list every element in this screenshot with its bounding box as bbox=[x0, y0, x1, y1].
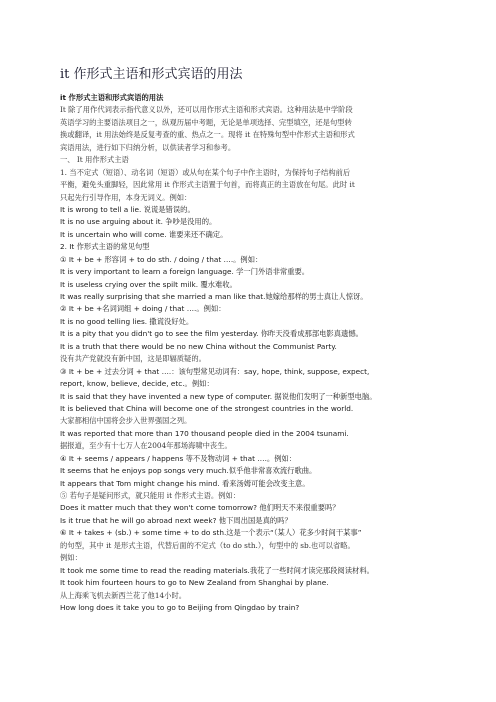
text-line: 2. It 作形式主语的常见句型 bbox=[60, 242, 150, 252]
text-line: report, know, believe, decide, etc.。例如： bbox=[60, 379, 214, 389]
section-heading: it 作形式主语和形式宾语的用法 bbox=[60, 93, 164, 102]
document-title: it 作形式主语和形式宾语的用法 bbox=[60, 67, 243, 82]
text-line: ③ It + be + 过去分词 + that ….：该句型常见动词有：say, hope, think, suppose, expect, bbox=[60, 366, 370, 376]
text-line: 宾语用法，进行如下归纳分析，以供读者学习和参考。 bbox=[60, 142, 236, 152]
text-line: It is said that they have invented a new type of computer. 据说他们发明了一种新型电脑。 bbox=[60, 391, 377, 401]
text-line: It took him fourteen hours to go to New Zealand from Shanghai by plane. bbox=[60, 578, 329, 588]
text-line: 的句型，其中 it 是形式主语，代替后面的不定式（to do sth.），句型中的 sb.也可以省略。 bbox=[60, 540, 355, 550]
text-line: It is no good telling lies. 撒谎没好处。 bbox=[60, 316, 194, 326]
text-line: It seems that he enjoys pop songs very much.似乎他非常喜欢流行歌曲。 bbox=[60, 466, 317, 476]
text-line: It was reported that more than 170 thousand people died in the 2004 tsunami. bbox=[60, 428, 349, 438]
text-line: 据报道，至少有十七万人在2004年那场海啸中丧生。 bbox=[60, 441, 232, 451]
text-line: 只起先行引导作用，本身无词义。例如： bbox=[60, 192, 192, 202]
text-line: 换或翻译，it 用法始终是反复考查的重、热点之一。现将 it 在特殊句型中作形式主语和形式 bbox=[60, 130, 355, 140]
text-line: It is uncertain who will come. 谁要来还不确定。 bbox=[60, 229, 228, 239]
text-line: ② It + be +名词词组 + doing / that ….。例如： bbox=[60, 304, 226, 314]
text-line: 1. 当不定式（短语）、动名词（短语）或从句在某个句子中作主语时，为保持句子结构前后 bbox=[60, 167, 351, 177]
document-body bbox=[60, 92, 444, 614]
text-line: ⑥ It + takes + (sb.) + some time + to do sth.这是一个表示“（某人）花多少时间干某事” bbox=[60, 528, 362, 538]
text-line: It appears that Tom might change his mind. 看来汤姆可能会改变主意。 bbox=[60, 478, 310, 488]
text-line: ⑤ 若句子是疑问形式，就只能用 it 作形式主语。例如： bbox=[60, 491, 241, 500]
text-line: ④ It + seems / appears / happens 等不及物动词 + that ….。例如： bbox=[60, 453, 297, 463]
text-line: 例如： bbox=[60, 553, 82, 563]
text-line: 没有共产党就没有新中国，这是即辐质疑的。 bbox=[60, 354, 206, 364]
text-line: It 除了用作代词表示指代意义以外，还可以用作形式主语和形式宾语。这种用法是中学阶段 bbox=[60, 105, 353, 115]
text-line: ① It + be + 形容词 + to do sth. / doing / that ….。例如： bbox=[60, 254, 263, 264]
text-line: Does it matter much that they won't come tomorrow? 他们明天不来很重要吗？ bbox=[60, 503, 340, 513]
text-line: 一、 It 用作形式主语 bbox=[60, 155, 129, 165]
text-line: 英语学习的主要语法项目之一，纵观历届中考题，无论是单项选择、完型填空，还是句型转 bbox=[60, 117, 352, 127]
text-line: It is wrong to tell a lie. 说谎是错误的。 bbox=[60, 204, 195, 214]
text-line: It is useless crying over the spilt milk. 覆水难收。 bbox=[60, 279, 237, 289]
text-line: 大家都相信中国将会步入世界强国之列。 bbox=[60, 416, 192, 426]
text-line: How long does it take you to go to Beijing from Qingdao by train? bbox=[60, 602, 300, 612]
text-line: It is no use arguing about it. 争吵是没用的。 bbox=[60, 217, 217, 227]
text-line: It is believed that China will become one of the strongest countries in the world. bbox=[60, 403, 354, 413]
text-line: It took me some time to read the reading materials.我花了一些时间才读完那段阅读材料。 bbox=[60, 565, 374, 575]
text-line: It is very important to learn a foreign language. 学一门外语非常重要。 bbox=[60, 267, 310, 277]
text-line: It is a pity that you didn't go to see the film yesterday. 你昨天没看成那部电影真遗憾。 bbox=[60, 329, 363, 339]
text-line: It was really surprising that she married a man like that.她嫁给那样的男士真让人惊讶。 bbox=[60, 292, 368, 301]
text-line: Is it true that he will go abroad next week? 他下周出国是真的吗？ bbox=[60, 515, 292, 525]
text-line: 平衡，避免头重脚轻，因此常用 it 作形式主语置于句首，而将真正的主语放在句尾。此时 it bbox=[60, 180, 355, 190]
text-line: It is a truth that there would be no new China without the Communist Party. bbox=[60, 341, 337, 351]
text-line: 从上海乘飞机去新西兰花了他14小时。 bbox=[60, 590, 187, 600]
